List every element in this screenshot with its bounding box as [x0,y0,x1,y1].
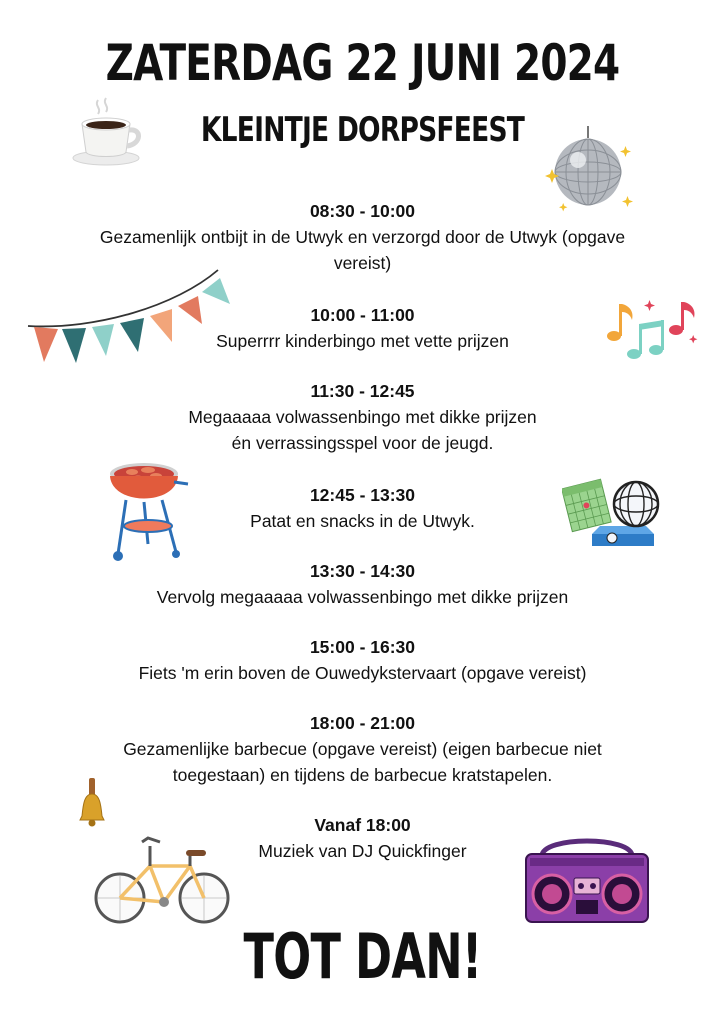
page-subtitle: KLEINTJE DORPSFEEST [200,110,525,150]
coffee-cup-icon [68,92,148,172]
bicycle-icon [92,836,234,932]
schedule-item [60,378,665,456]
schedule-item [60,634,665,686]
schedule-time: 15:00 - 16:30 [309,637,416,657]
barbecue-icon [104,458,190,568]
boombox-icon [522,834,652,926]
schedule-time: Vanaf 18:00 [314,815,411,835]
schedule-desc: Gezamenlijke barbecue (opgave vereist) (eigen barbecue niet toegestaan) en tijdens de barbecue kratstapelen. [123,739,602,785]
schedule-time: 12:45 - 13:30 [309,485,416,505]
music-notes-icon [600,290,700,364]
schedule-time: 18:00 - 21:00 [309,713,416,733]
schedule-desc: Fiets 'm erin boven de Ouwedykstervaart (opgave vereist) [138,663,587,683]
schedule-desc: Vervolg megaaaaa volwassenbingo met dikke prijzen [156,587,569,607]
disco-ball-icon [540,124,636,220]
schedule-desc: Gezamenlijk ontbijt in de Utwyk en verzorgd door de Utwyk (opgave vereist) [99,227,626,273]
bunting-icon [26,266,236,370]
schedule-item [60,710,665,788]
schedule-desc: Muziek van DJ Quickfinger [258,841,467,861]
schedule-time: 11:30 - 12:45 [310,381,415,401]
schedule-time: 13:30 - 14:30 [309,561,416,581]
schedule-desc: Superrrr kinderbingo met vette prijzen [216,331,509,351]
schedule-desc: Megaaaaa volwassenbingo met dikke prijzen én verrassingsspel voor de jeugd. [188,407,537,453]
schedule-time: 08:30 - 10:00 [309,201,416,221]
schedule-time: 10:00 - 11:00 [310,305,415,325]
page-title: ZATERDAG 22 JUNI 2024 [105,34,620,92]
bingo-icon [562,474,666,554]
bell-icon [76,776,110,830]
schedule-desc: Patat en snacks in de Utwyk. [250,511,475,531]
closing-text: TOT DAN! [243,920,482,993]
